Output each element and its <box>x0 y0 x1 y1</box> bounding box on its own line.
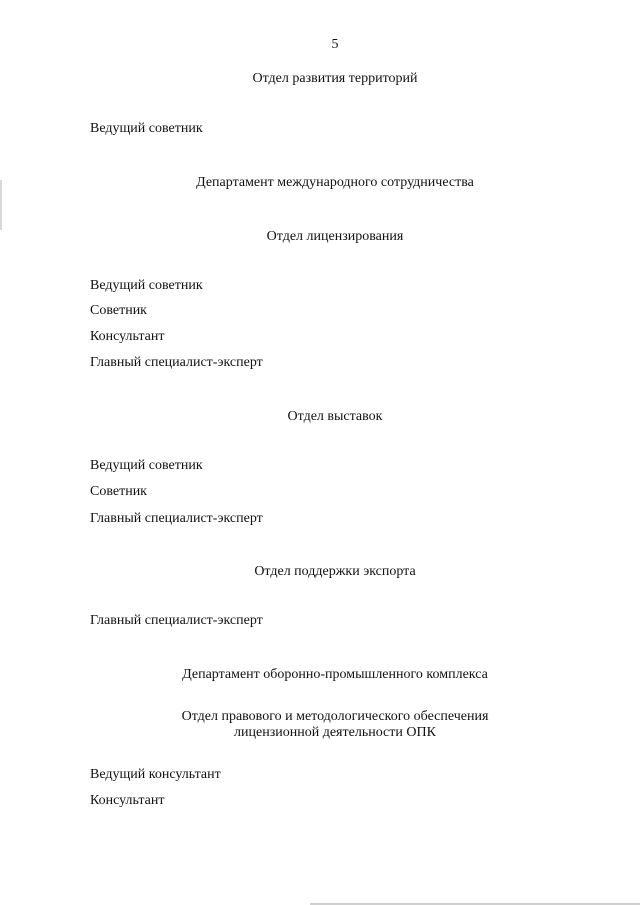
section-heading: Отдел лицензирования <box>266 229 404 244</box>
section-heading: Отдел развития территорий <box>252 71 418 86</box>
department-heading: Департамент международного сотрудничества <box>196 175 474 190</box>
position-title: Главный специалист-эксперт <box>90 511 263 526</box>
section-heading-line2: лицензионной деятельности ОПК <box>234 725 436 740</box>
position-title: Главный специалист-эксперт <box>90 355 263 370</box>
position-title: Ведущий консультант <box>90 767 221 782</box>
page-number: 5 <box>331 37 339 52</box>
position-title: Советник <box>90 484 147 499</box>
position-title: Ведущий советник <box>90 121 203 136</box>
section-heading: Отдел поддержки экспорта <box>254 564 416 579</box>
section-heading: Отдел выставок <box>287 409 383 424</box>
position-title: Ведущий советник <box>90 278 203 293</box>
position-title: Советник <box>90 303 147 318</box>
section-heading-line1: Отдел правового и методологического обеспечения <box>181 709 489 724</box>
position-title: Ведущий советник <box>90 458 203 473</box>
position-title: Консультант <box>90 329 165 344</box>
position-title: Главный специалист-эксперт <box>90 613 263 628</box>
department-heading: Департамент оборонно-промышленного комплекса <box>182 667 488 682</box>
position-title: Консультант <box>90 793 165 808</box>
